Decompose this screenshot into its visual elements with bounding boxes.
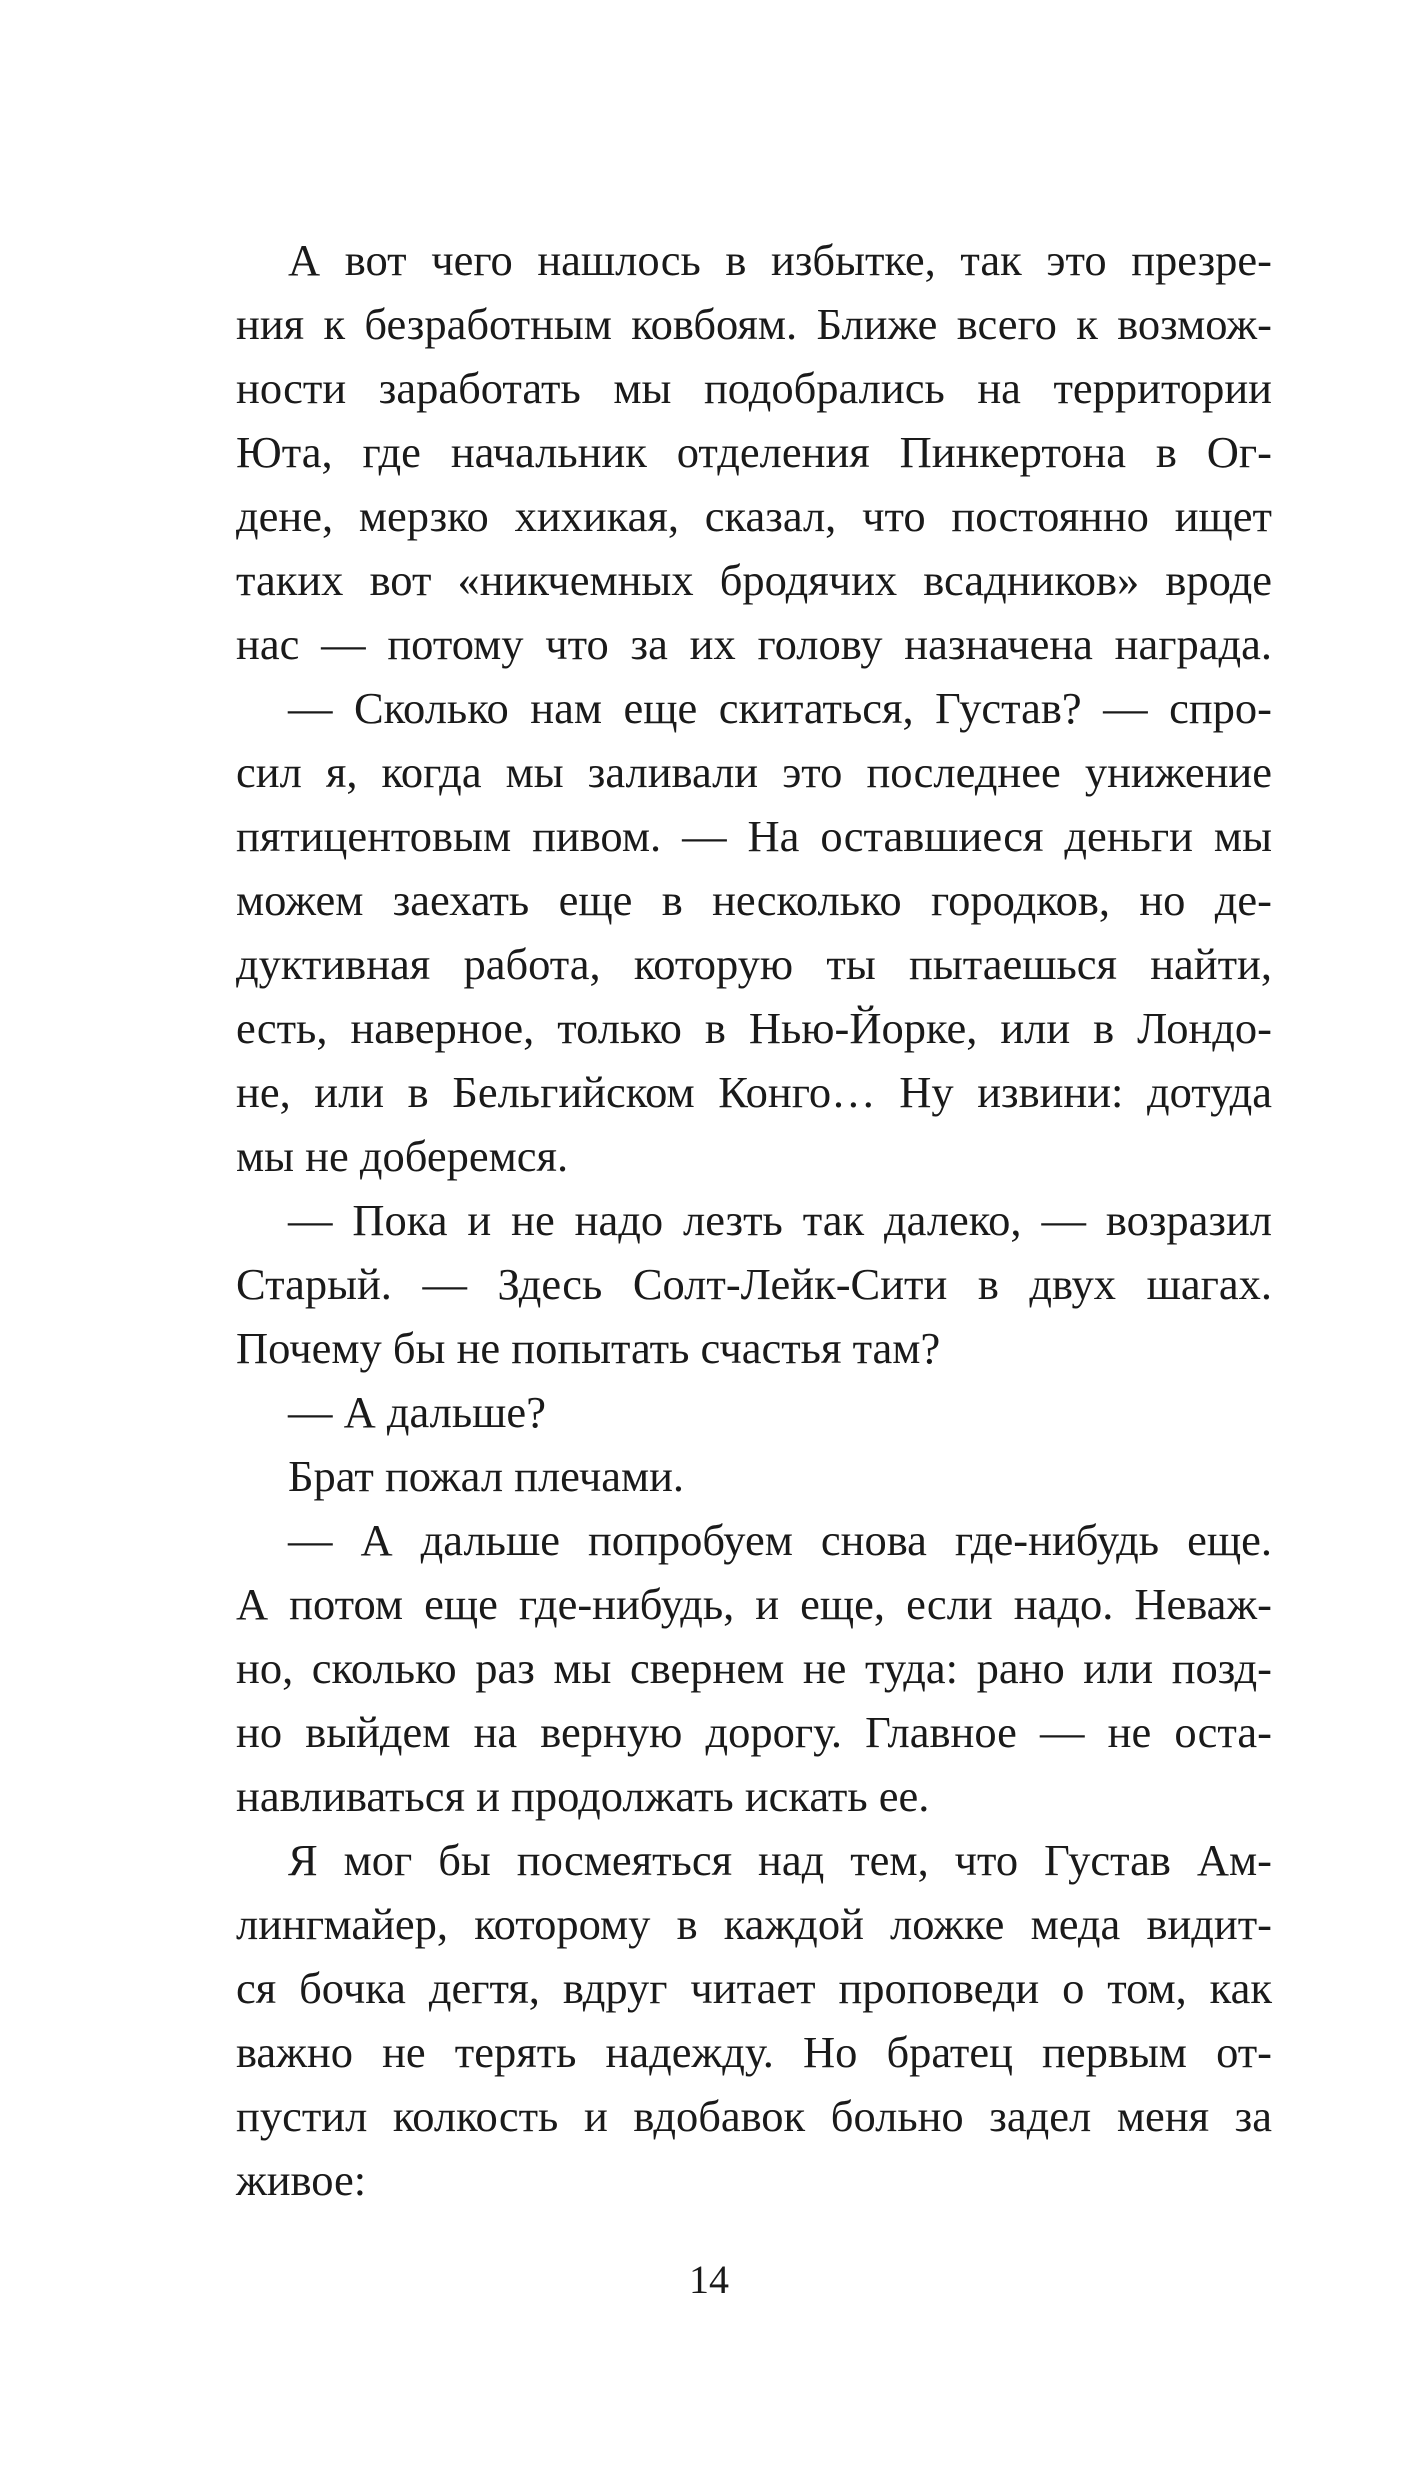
- text-line: важно не терять надежду. Но братец первым от-: [236, 2027, 1272, 2077]
- text-line: ния к безработным ковбоям. Ближе всего к возмож-: [236, 299, 1272, 349]
- text-line: — А дальше попробуем снова где-нибудь еще.: [288, 1515, 1272, 1565]
- text-line: нас — потому что за их голову назначена награда.: [236, 619, 1272, 669]
- text-line: но выйдем на верную дорогу. Главное — не оста-: [236, 1707, 1272, 1757]
- text-line: — Пока и не надо лезть так далеко, — возразил: [288, 1195, 1272, 1245]
- page-number: 14: [689, 2257, 729, 2302]
- text-line: живое:: [236, 2155, 367, 2205]
- text-line: но, сколько раз мы свернем не туда: рано или позд-: [236, 1643, 1272, 1693]
- text-line: А потом еще где-нибудь, и еще, если надо. Неваж-: [236, 1579, 1272, 1629]
- text-line: Юта, где начальник отделения Пинкертона в Ог-: [236, 427, 1272, 477]
- text-line: дене, мерзко хихикая, сказал, что постоянно ищет: [236, 491, 1272, 541]
- text-line: есть, наверное, только в Нью-Йорке, или в Лондо-: [236, 1003, 1272, 1053]
- text-line: ности заработать мы подобрались на территории: [236, 363, 1272, 413]
- text-line: не, или в Бельгийском Конго… Ну извини: дотуда: [236, 1067, 1272, 1117]
- text-line: А вот чего нашлось в избытке, так это презре-: [288, 235, 1272, 285]
- text-line: лингмайер, которому в каждой ложке меда видит-: [236, 1899, 1272, 1949]
- text-line: навливаться и продолжать искать ее.: [236, 1771, 930, 1821]
- text-line: можем заехать еще в несколько городков, но де-: [236, 875, 1272, 925]
- text-line: ся бочка дегтя, вдруг читает проповеди о том, как: [236, 1963, 1272, 2013]
- text-line: таких вот «никчемных бродячих всадников» вроде: [236, 555, 1272, 605]
- text-line: Почему бы не попытать счастья там?: [236, 1323, 941, 1373]
- text-line: дуктивная работа, которую ты пытаешься найти,: [236, 939, 1272, 989]
- text-line: — А дальше?: [288, 1387, 546, 1437]
- body-text: [236, 228, 1272, 2212]
- text-line: пятицентовым пивом. — На оставшиеся деньги мы: [236, 811, 1272, 861]
- text-line: Брат пожал плечами.: [288, 1451, 685, 1501]
- text-line: — Сколько нам еще скитаться, Густав? — спро-: [288, 683, 1272, 733]
- text-line: мы не доберемся.: [236, 1131, 569, 1181]
- text-line: пустил колкость и вдобавок больно задел меня за: [236, 2091, 1272, 2141]
- text-line: Я мог бы посмеяться над тем, что Густав Ам-: [288, 1835, 1272, 1885]
- text-line: сил я, когда мы заливали это последнее унижение: [236, 747, 1272, 797]
- text-line: Старый. — Здесь Солт-Лейк-Сити в двух шагах.: [236, 1259, 1272, 1309]
